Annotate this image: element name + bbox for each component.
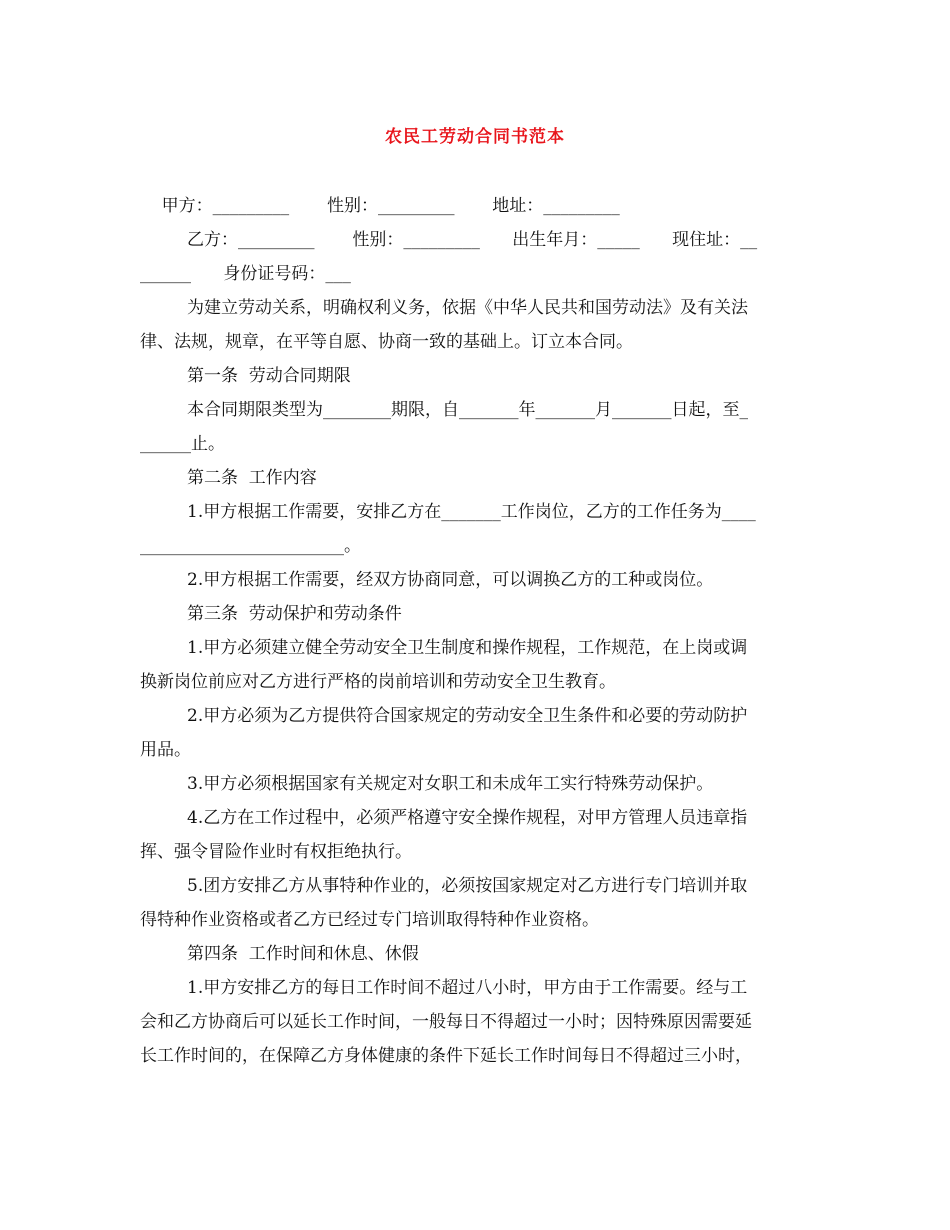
article-2-heading: 第二条 工作内容 [187, 468, 317, 488]
article-3-item-5-line-2: 得特种作业资格或者乙方已经过专门培训取得特种作业资格。 [140, 910, 599, 930]
party-b-id-line: ______ 身份证号码：___ [140, 264, 351, 284]
article-2-item-1-line-1: 1.甲方根据工作需要，安排乙方在_______工作岗位，乙方的工作任务为____ [187, 502, 756, 522]
article-4-item-1-line-2: 会和乙方协商后可以延长工作时间，一般每日不得超过一小时；因特殊原因需要延 [140, 1012, 752, 1032]
article-3-item-3: 3.甲方必须根据国家有关规定对女职工和未成年工实行特殊劳动保护。 [187, 774, 714, 794]
preamble-line-2: 律、法规，规章，在平等自愿、协商一致的基础上。订立本合同。 [140, 332, 633, 352]
document-title: 农民工劳动合同书范本 [385, 127, 565, 147]
article-2-item-2: 2.甲方根据工作需要，经双方协商同意，可以调换乙方的工种或岗位。 [187, 570, 714, 590]
preamble-line-1: 为建立劳动关系，明确权利义务，依据《中华人民共和国劳动法》及有关法 [187, 298, 748, 318]
article-3-item-2-line-1: 2.甲方必须为乙方提供符合国家规定的劳动安全卫生条件和必要的劳动防护 [187, 706, 748, 726]
article-3-item-2-line-2: 用品。 [140, 740, 191, 760]
article-3-heading: 第三条 劳动保护和劳动条件 [187, 604, 402, 624]
article-3-item-1-line-2: 换新岗位前应对乙方进行严格的岗前培训和劳动安全卫生教育。 [140, 672, 616, 692]
article-3-item-4-line-2: 挥、强令冒险作业时有权拒绝执行。 [140, 842, 412, 862]
article-1-line-1: 本合同期限类型为________期限，自_______年_______月_______日起，至_ [187, 400, 748, 420]
article-4-item-1-line-1: 1.甲方安排乙方的每日工作时间不超过八小时，甲方由于工作需要。经与工 [187, 978, 748, 998]
article-4-item-1-line-3: 长工作时间的，在保障乙方身体健康的条件下延长工作时间每日不得超过三小时， [140, 1046, 752, 1066]
article-1-heading: 第一条 劳动合同期限 [187, 366, 351, 386]
party-a-info-line: 甲方：_________ 性别：_________ 地址：_________ [140, 196, 620, 216]
article-1-line-2: ______止。 [140, 434, 225, 454]
article-3-item-5-line-1: 5.团方安排乙方从事特种作业的，必须按国家规定对乙方进行专门培训并取 [187, 876, 748, 896]
article-4-heading: 第四条 工作时间和休息、休假 [187, 944, 419, 964]
article-3-item-4-line-1: 4.乙方在工作过程中，必须严格遵守安全操作规程，对甲方管理人员违章指 [187, 808, 748, 828]
article-2-item-1-line-2: ________________________。 [140, 536, 361, 556]
party-b-info-line: 乙方：_________ 性别：_________ 出生年月：_____ 现住址：__ [187, 230, 758, 250]
article-3-item-1-line-1: 1.甲方必须建立健全劳动安全卫生制度和操作规程，工作规范，在上岗或调 [187, 638, 748, 658]
